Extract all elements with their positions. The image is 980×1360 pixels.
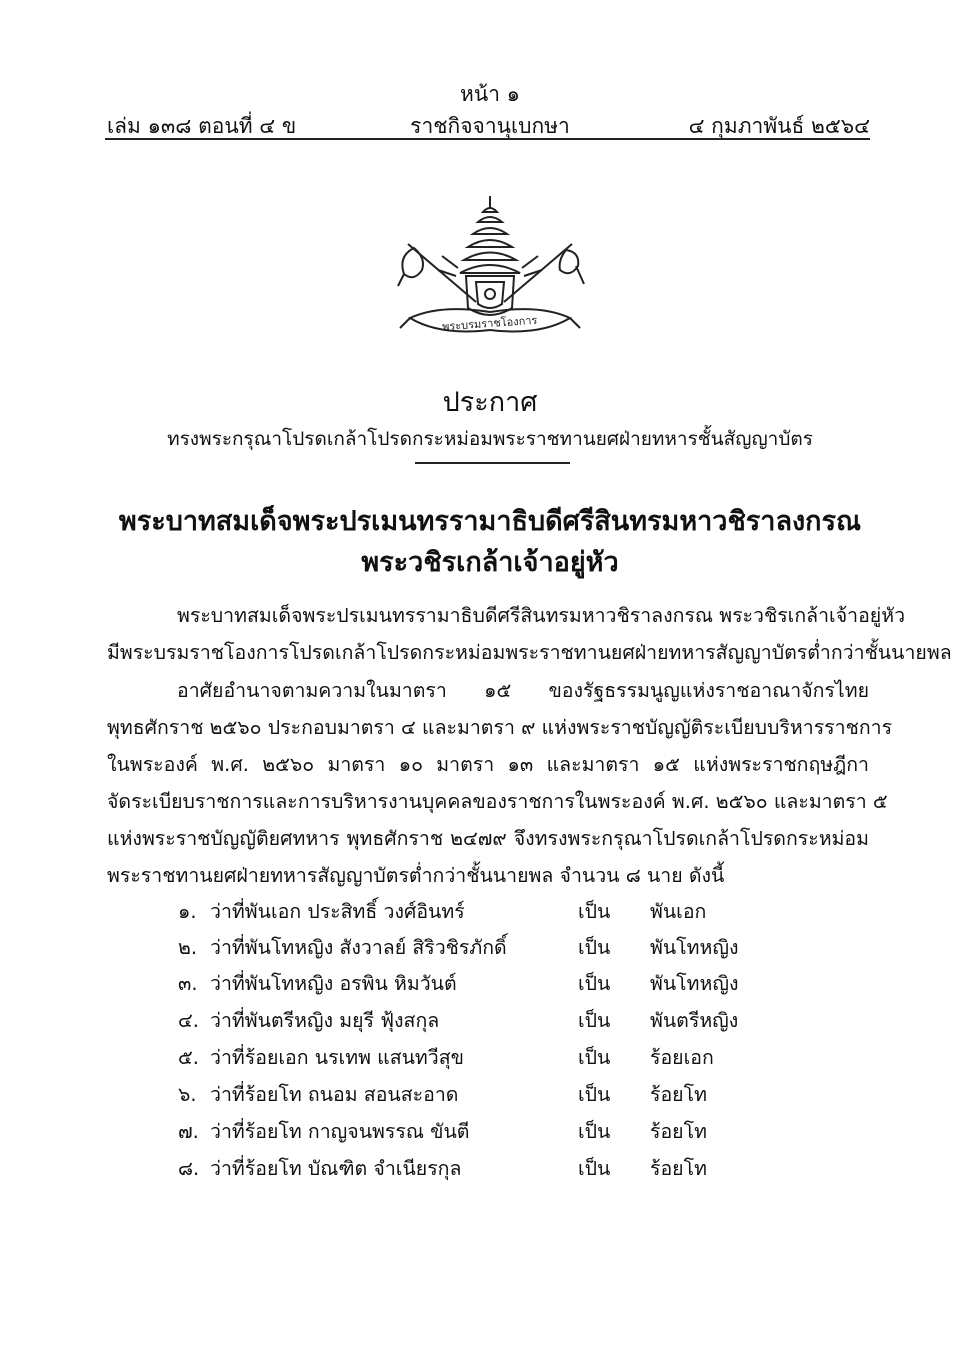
item-be: เป็น [578,936,611,959]
item-number: ๖. [178,1083,197,1106]
item-name: ว่าที่ร้อยเอก นรเทพ แสนทวีสุข [210,1046,464,1069]
item-rank: พันโทหญิง [650,936,739,959]
item-number: ๘. [178,1157,200,1180]
paragraph-1-line-1: พระบาทสมเด็จพระปรเมนทรรามาธิบดีศรีสินทรมหาวชิราลงกรณ พระวชิรเกล้าเจ้าอยู่หัว [177,604,906,627]
item-be: เป็น [578,900,611,923]
announcement-title: ประกาศ [442,387,538,418]
item-number: ๓. [178,972,198,995]
item-number: ๒. [178,936,198,959]
paragraph-2-line-3: ในพระองค์ พ.ศ. ๒๕๖๐ มาตรา ๑๐ มาตรา ๑๓ และมาตรา ๑๕ แห่งพระราชกฤษฎีกา [107,753,869,776]
item-name: ว่าที่พันโทหญิง อรพิน หิมวันต์ [210,972,457,995]
paragraph-2-line-6: พระราชทานยศฝ่ายทหารสัญญาบัตรต่ำกว่าชั้นนายพล จำนวน ๘ นาย ดังนี้ [107,864,725,887]
svg-text:พระบรมราชโองการ: พระบรมราชโองการ [441,313,538,334]
item-rank: พันตรีหญิง [650,1009,739,1032]
item-rank: พันเอก [650,900,707,923]
item-rank: ร้อยโท [650,1157,707,1180]
royal-emblem [380,190,600,345]
item-rank: ร้อยเอก [650,1046,714,1069]
item-rank: พันโทหญิง [650,972,739,995]
paragraph-2-line-5: แห่งพระราชบัญญัติยศทหาร พุทธศักราช ๒๔๗๙ จึงทรงพระกรุณาโปรดเกล้าโปรดกระหม่อม [107,827,869,850]
paragraph-2-line-4: จัดระเบียบราชการและการบริหารงานบุคคลของราชการในพระองค์ พ.ศ. ๒๕๖๐ และมาตรา ๕ [107,790,888,813]
item-be: เป็น [578,1157,611,1180]
paragraph-1-line-2: มีพระบรมราชโองการโปรดเกล้าโปรดกระหม่อมพระราชทานยศฝ่ายทหารสัญญาบัตรต่ำกว่าชั้นนายพล [107,641,952,664]
page-number: หน้า ๑ [460,82,520,106]
item-name: ว่าที่ร้อยโท ถนอม สอนสะอาด [210,1083,459,1106]
item-name: ว่าที่พันตรีหญิง มยุรี ฟุ้งสกุล [210,1009,440,1032]
item-be: เป็น [578,972,611,995]
paragraph-2-line-1: อาศัยอำนาจตามความในมาตรา ๑๕ ของรัฐธรรมนูญแห่งราชอาณาจักรไทย [177,679,869,702]
item-rank: ร้อยโท [650,1120,707,1143]
header-rule [105,138,870,140]
item-number: ๔. [178,1009,199,1032]
king-name-line-2: พระวชิรเกล้าเจ้าอยู่หัว [361,547,619,578]
item-name: ว่าที่พันเอก ประสิทธิ์ วงศ์อินทร์ [210,900,465,923]
item-number: ๕. [178,1046,199,1069]
title-divider [415,462,570,464]
item-be: เป็น [578,1120,611,1143]
item-be: เป็น [578,1046,611,1069]
item-name: ว่าที่ร้อยโท บัณฑิต จำเนียรกุล [210,1157,462,1180]
item-be: เป็น [578,1083,611,1106]
volume-info: เล่ม ๑๓๘ ตอนที่ ๔ ข [107,114,297,138]
item-name: ว่าที่พันโทหญิง สังวาลย์ สิริวชิรภักดิ์ [210,936,507,959]
king-name-line-1: พระบาทสมเด็จพระปรเมนทรรามาธิบดีศรีสินทรมหาวชิราลงกรณ [118,506,862,537]
item-rank: ร้อยโท [650,1083,707,1106]
item-be: เป็น [578,1009,611,1032]
item-number: ๗. [178,1120,199,1143]
item-name: ว่าที่ร้อยโท กาญจนพรรณ ขันตี [210,1120,470,1143]
paragraph-2-line-2: พุทธศักราช ๒๕๖๐ ประกอบมาตรา ๔ และมาตรา ๙ แห่งพระราชบัญญัติระเบียบบริหารราชการ [107,716,893,739]
item-number: ๑. [178,900,197,923]
announcement-subtitle: ทรงพระกรุณาโปรดเกล้าโปรดกระหม่อมพระราชทานยศฝ่ายทหารชั้นสัญญาบัตร [167,428,813,450]
publication-date: ๔ กุมภาพันธ์ ๒๕๖๔ [688,114,870,138]
publication-name: ราชกิจจานุเบกษา [410,114,570,138]
